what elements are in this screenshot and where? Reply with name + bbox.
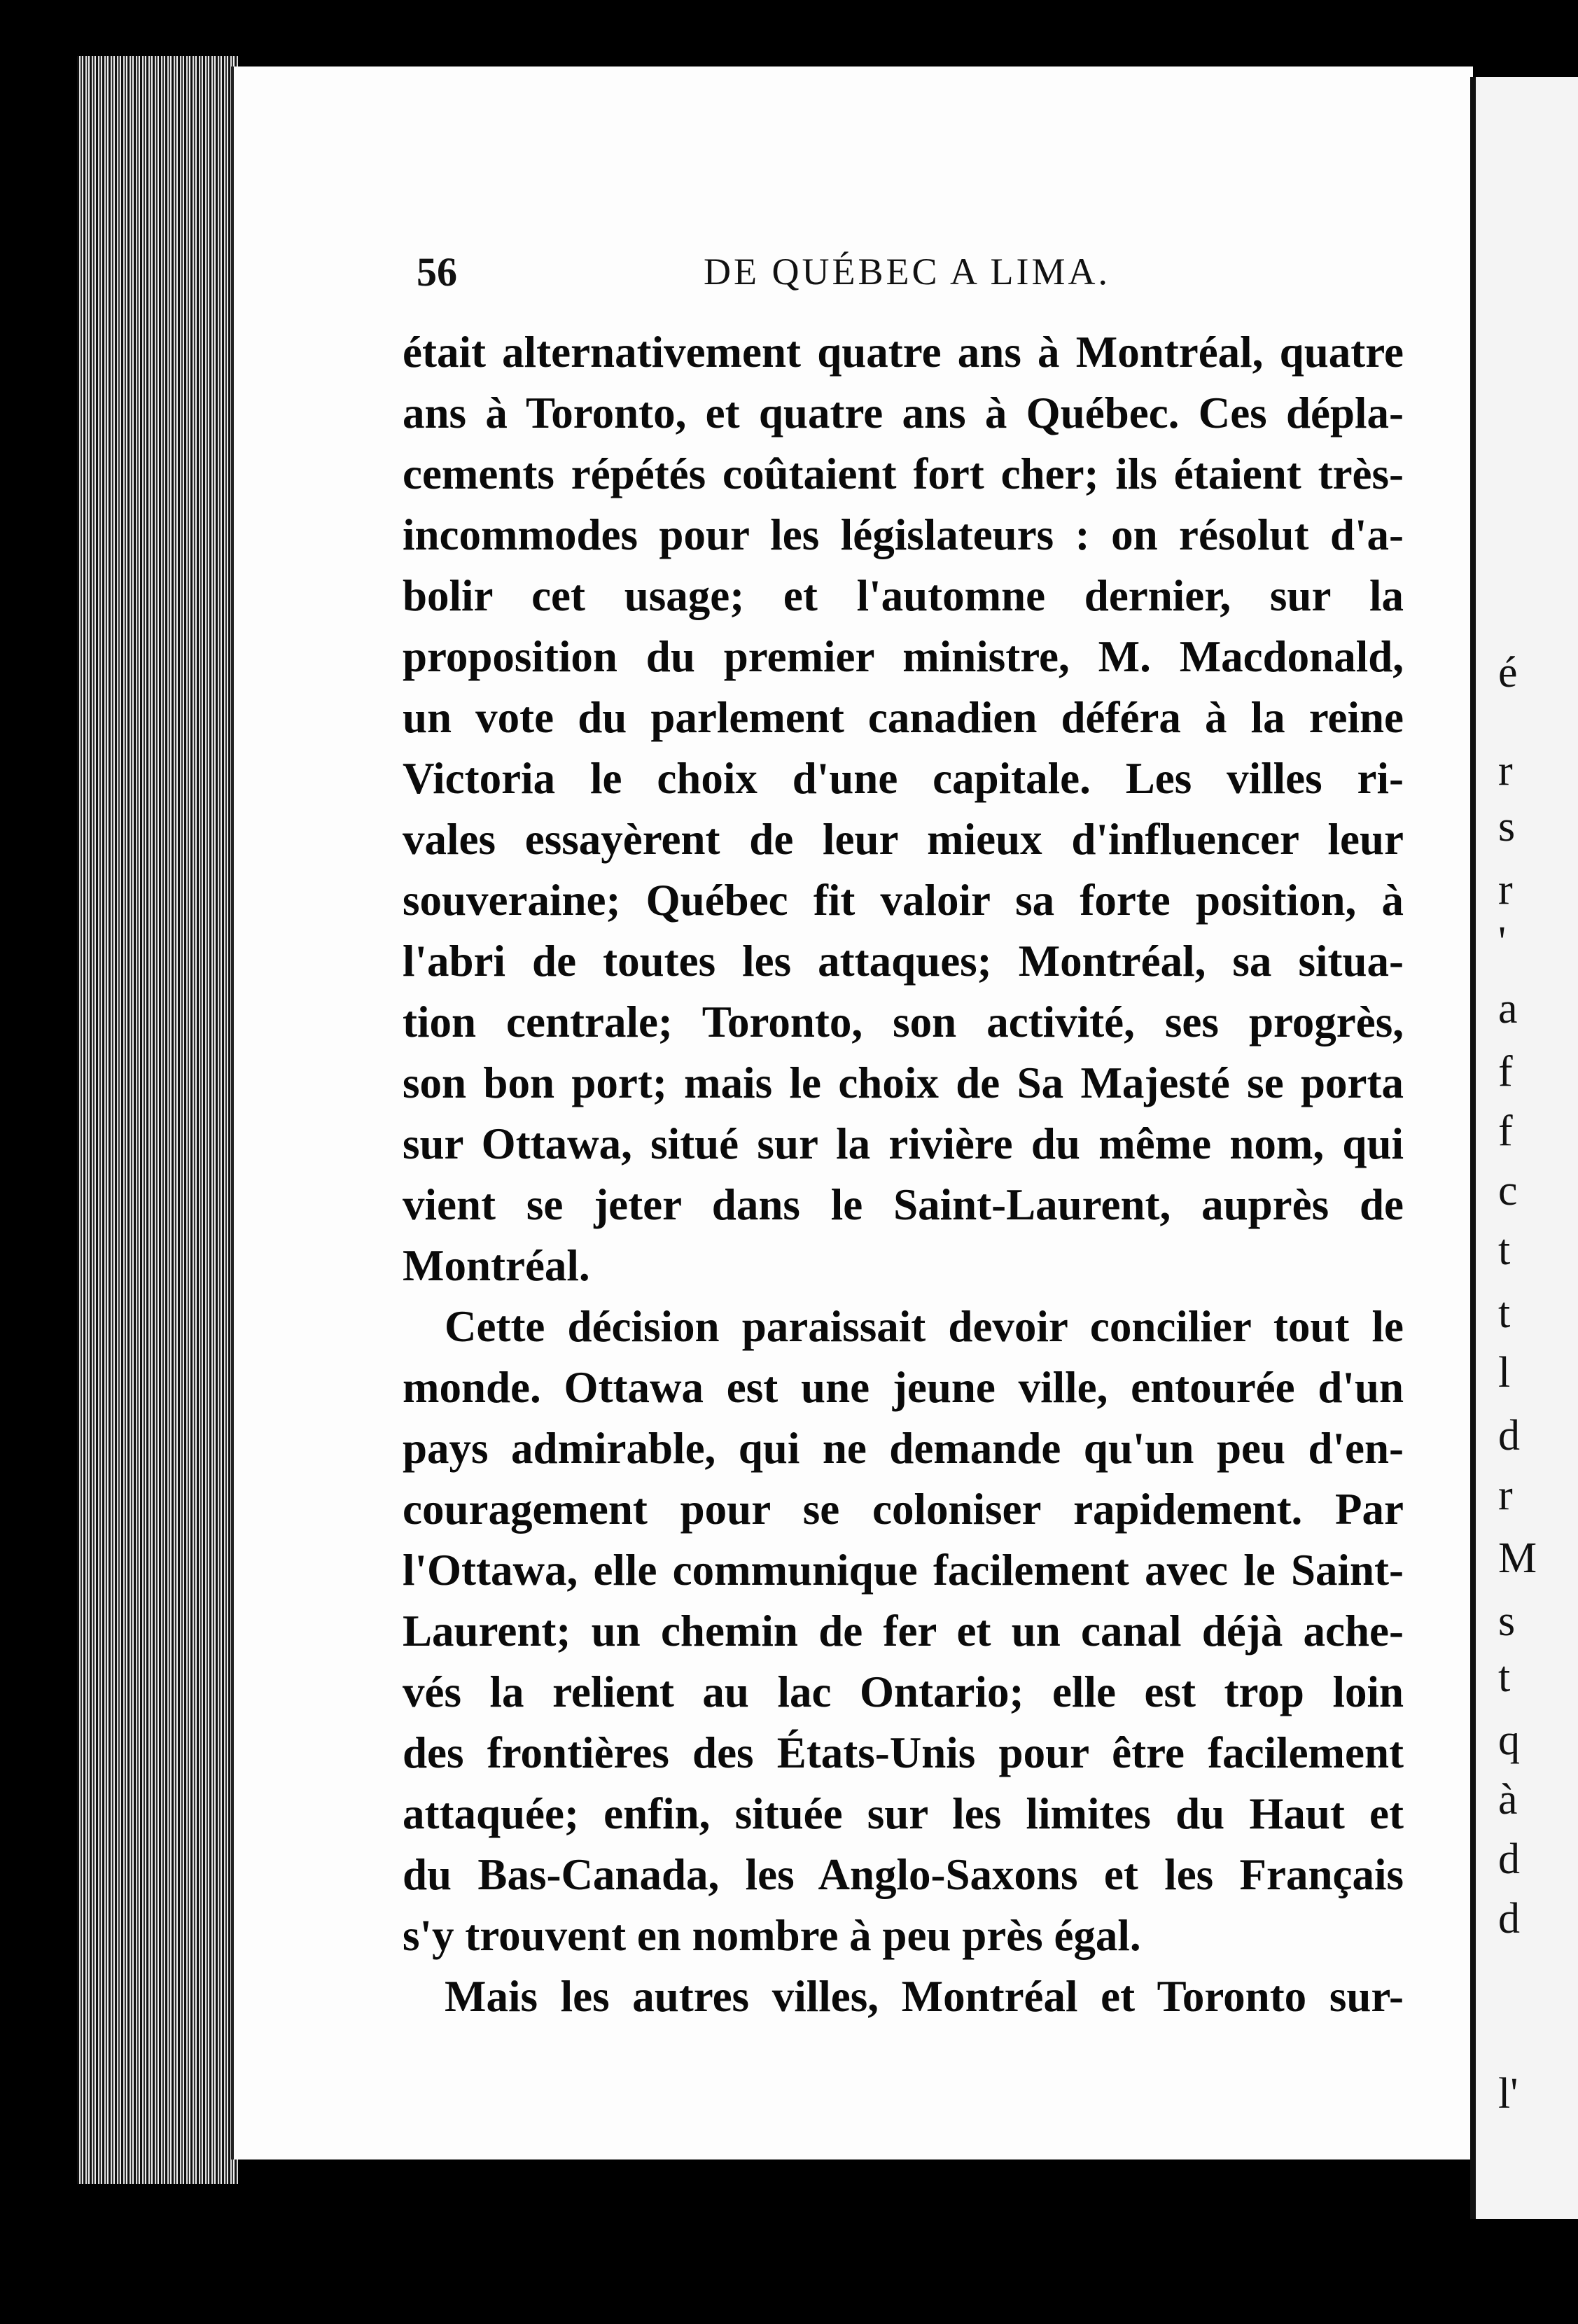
- facing-page-fragment: r: [1498, 866, 1513, 913]
- text-line: sur Ottawa, situé sur la rivière du même nom, qui: [403, 1119, 1404, 1168]
- facing-page-fragment: s: [1498, 803, 1516, 850]
- running-title: DE QUÉBEC A LIMA.: [704, 251, 1110, 293]
- facing-page-fragment: d: [1498, 1835, 1520, 1883]
- text-line: souveraine; Québec fit valoir sa forte position, à: [403, 876, 1404, 925]
- facing-page-fragment: é: [1498, 649, 1518, 696]
- facing-page-fragment: l': [1498, 2070, 1518, 2118]
- text-line: s'y trouvent en nombre à peu près égal.: [403, 1911, 1141, 1960]
- text-line: l'abri de toutes les attaques; Montréal, sa situa-: [403, 937, 1404, 986]
- text-line: attaquée; enfin, située sur les limites du Haut et: [403, 1789, 1404, 1838]
- page-number: 56: [417, 249, 457, 295]
- text-line: pays admirable, qui ne demande qu'un peu d'en-: [403, 1424, 1404, 1473]
- facing-page-fragment: r: [1498, 747, 1513, 794]
- text-line: des frontières des États-Unis pour être facilement: [403, 1728, 1404, 1777]
- facing-page-fragment: à: [1498, 1776, 1518, 1823]
- text-line: incommodes pour les législateurs : on résolut d'a-: [403, 510, 1404, 559]
- facing-page-fragment: d: [1498, 1895, 1520, 1942]
- facing-page-fragment: M: [1498, 1534, 1537, 1582]
- text-line: était alternativement quatre ans à Montréal, quatre: [403, 328, 1404, 377]
- text-line: Mais les autres villes, Montréal et Toronto sur-: [445, 1972, 1404, 2021]
- text-line: couragement pour se coloniser rapidement. Par: [403, 1485, 1404, 1534]
- body-text: [403, 322, 1404, 2027]
- facing-page-fragment: f: [1498, 1107, 1513, 1155]
- text-line: Cette décision paraissait devoir concilier tout le: [445, 1302, 1404, 1351]
- text-line: cements répétés coûtaient fort cher; ils étaient très-: [403, 449, 1404, 498]
- text-line: vient se jeter dans le Saint-Laurent, auprès de: [403, 1180, 1404, 1229]
- facing-page-fragment: s: [1498, 1597, 1516, 1645]
- text-line: l'Ottawa, elle communique facilement avec le Saint-: [403, 1546, 1404, 1595]
- text-line: monde. Ottawa est une jeune ville, entourée d'un: [403, 1363, 1404, 1412]
- text-line: un vote du parlement canadien déféra à la reine: [403, 693, 1404, 742]
- facing-page-fragment: t: [1498, 1653, 1511, 1701]
- page-header: [417, 248, 1407, 312]
- facing-page-fragment: a: [1498, 985, 1518, 1032]
- text-line: tion centrale; Toronto, son activité, ses progrès,: [403, 997, 1404, 1046]
- text-line: Victoria le choix d'une capitale. Les villes ri-: [403, 754, 1404, 803]
- facing-page-fragment: d: [1498, 1412, 1520, 1460]
- book-page-edges: [77, 56, 238, 2184]
- text-line: proposition du premier ministre, M. Macdonald,: [403, 632, 1404, 681]
- facing-page-fragment: t: [1498, 1289, 1511, 1337]
- text-line: son bon port; mais le choix de Sa Majesté se porta: [403, 1058, 1404, 1107]
- facing-page-fragment: q: [1498, 1716, 1520, 1764]
- text-line: ans à Toronto, et quatre ans à Québec. Ces dépla-: [403, 388, 1404, 438]
- text-line: vés la relient au lac Ontario; elle est trop loin: [403, 1667, 1404, 1716]
- facing-page-fragment: f: [1498, 1048, 1513, 1096]
- facing-page-edge: [1470, 77, 1578, 2219]
- text-line: bolir cet usage; et l'automne dernier, sur la: [403, 571, 1404, 620]
- facing-page-fragment: r: [1498, 1471, 1513, 1519]
- text-line: vales essayèrent de leur mieux d'influencer leur: [403, 815, 1404, 864]
- text-line: Laurent; un chemin de fer et un canal déjà ache-: [403, 1606, 1404, 1656]
- facing-page-fragment: l: [1498, 1349, 1511, 1396]
- facing-page-fragment: ': [1498, 918, 1507, 966]
- facing-page-fragment: t: [1498, 1226, 1511, 1274]
- text-line: Montréal.: [403, 1241, 590, 1290]
- text-line: du Bas-Canada, les Anglo-Saxons et les Français: [403, 1850, 1404, 1899]
- facing-page-fragment: c: [1498, 1167, 1518, 1214]
